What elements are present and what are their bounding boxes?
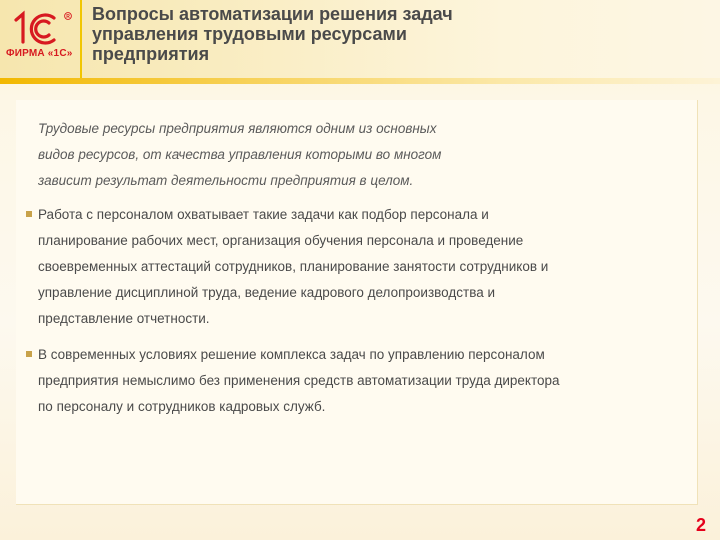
intro-line: видов ресурсов, от качества управления которыми во многом — [38, 147, 442, 162]
intro-line: зависит результат деятельности предприятия в целом. — [38, 173, 414, 188]
content-panel — [16, 100, 698, 505]
header-divider — [80, 0, 82, 78]
intro-line: Трудовые ресурсы предприятия являются одним из основных — [38, 121, 437, 136]
bullet-line: предприятия немыслимо без применения средств автоматизации труда директора — [38, 373, 560, 388]
page-number: 2 — [695, 515, 706, 535]
logo-1c-icon — [6, 8, 78, 48]
bullet-square-icon — [26, 211, 32, 217]
bullet-line: по персоналу и сотрудников кадровых служб. — [38, 399, 326, 414]
header-stripe — [0, 78, 720, 84]
svg-text:1С: 1С — [34, 46, 36, 47]
company-logo — [6, 8, 78, 72]
bullet-line: планирование рабочих мест, организация обучения персонала и проведение — [38, 233, 524, 248]
intro-paragraph — [38, 116, 658, 194]
bullet-text — [38, 342, 678, 420]
slide-title — [92, 4, 532, 64]
title-line: Вопросы автоматизации решения задач — [92, 4, 453, 24]
bullet-line: управление дисциплиной труда, ведение кадрового делопроизводства и — [38, 285, 496, 300]
bullet-text — [38, 202, 678, 332]
title-line: предприятия — [92, 44, 210, 64]
svg-text:R: R — [66, 14, 70, 20]
bullet-square-icon — [26, 351, 32, 357]
title-line: управления трудовыми ресурсами — [92, 24, 407, 44]
bullet-line: В современных условиях решение комплекса задач по управлению персоналом — [38, 347, 545, 362]
bullet-line: своевременных аттестаций сотрудников, планирование занятости сотрудников и — [38, 259, 549, 274]
bullet-line: Работа с персоналом охватывает такие задачи как подбор персонала и — [38, 207, 489, 222]
logo-firm-text: ФИРМА «1С» — [6, 48, 73, 59]
bullet-line: представление отчетности. — [38, 311, 210, 326]
